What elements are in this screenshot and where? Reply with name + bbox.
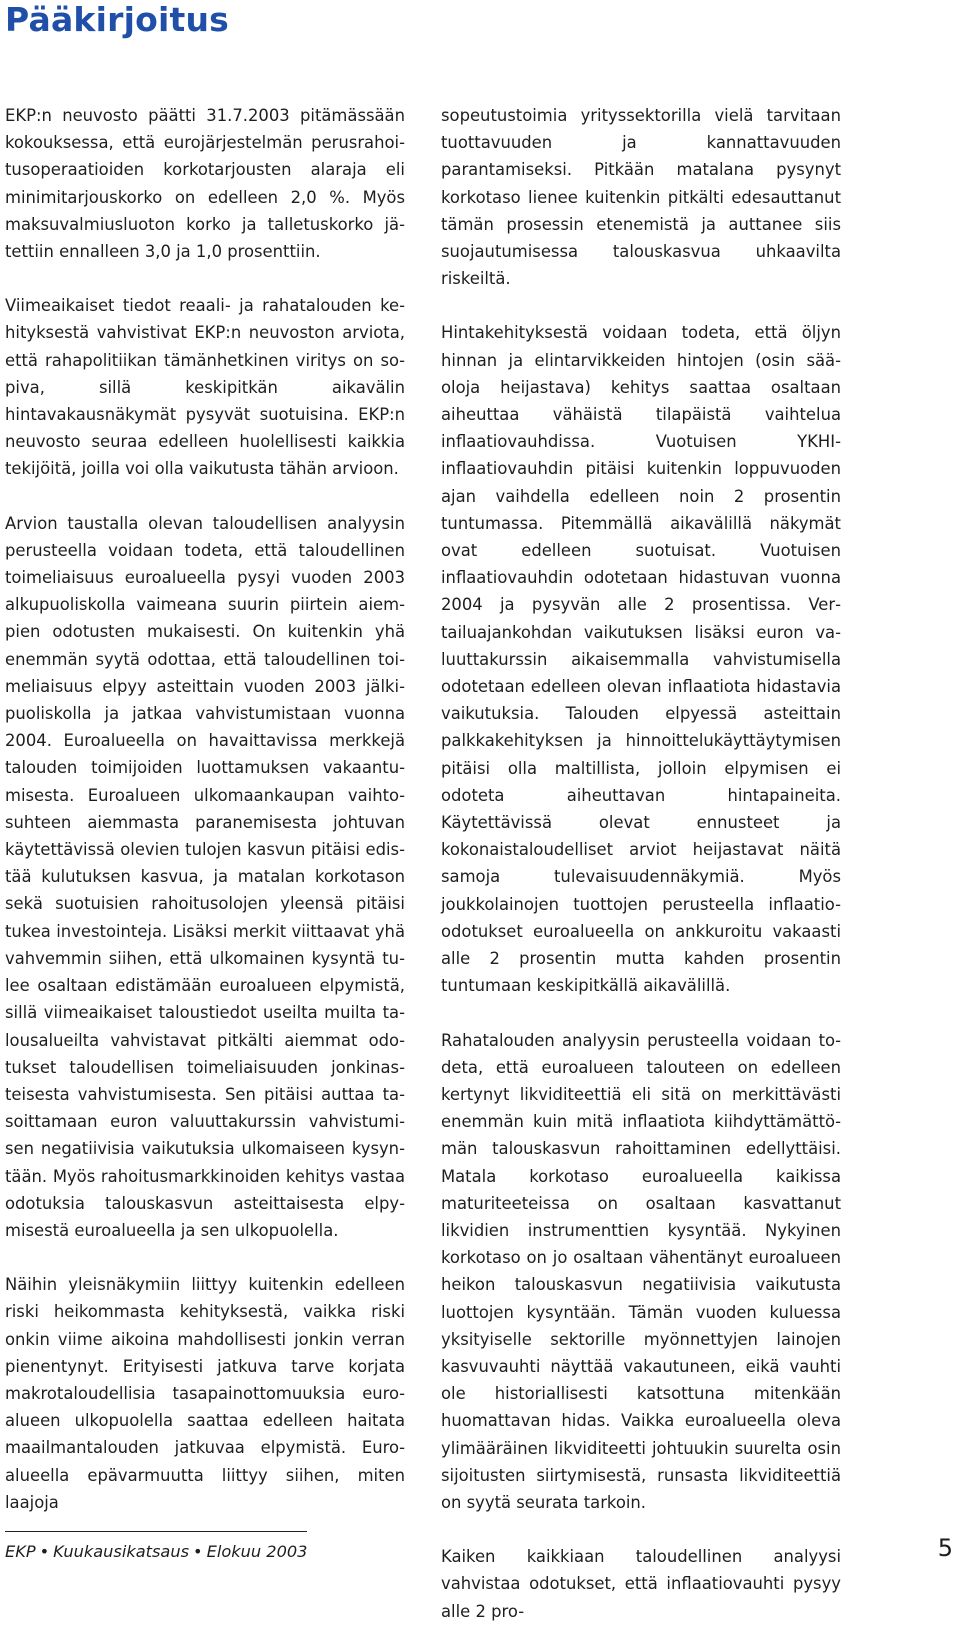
footer-publisher: EKP [5, 1542, 36, 1561]
footer-caption [5, 1541, 307, 1563]
page-number: 5 [937, 1534, 953, 1562]
footer-divider [5, 1531, 307, 1532]
paragraph: Näihin yleisnäkymiin liittyy kuitenkin edelleen riski heikommasta kehityksestä, vaikka riski onkin viime aikoina mahdollisesti jonkin verran pienentynyt. Erityisesti jatkuva tarve korjata makrotaloudellisia tasapainottomuuksia euroalueen ulkopuolella saattaa edelleen haitata maailmantalouden jatkuvaa elpymistä. Euroalueella epävarmuutta liittyy siihen, miten laajoja [5, 1275, 405, 1512]
paragraph: Rahatalouden analyysin perusteella voidaan todeta, että euroalueen talouteen on edelleen kertynyt likviditeettiä eli sitä on merkittävästi enemmän kuin mitä inflaatiota kiihdyttämättömän talouskasvun rahoittaminen edellyttäisi. Matala korkotaso euroalueella kaikissa maturiteeteissa on osaltaan kasvattanut likvidien instrumenttien kysyntää. Nykyinen korkotaso on jo osaltaan vähentänyt euroalueen heikon talouskasvun negatiivisia vaikutusta luottojen kysyntään. Tämän vuoden kuluessa yksityiselle sektorille myönnettyjen lainojen kasvuvauhti näyttää vakautuneen, eikä vauhti ole historiallisesti katsottuna mitenkään huomattavan hidas. Vaikka euroalueella oleva ylimääräinen likviditeetti johtuukin suurelta osin sijoitusten siirtymisestä, runsasta likviditeettiä on syytä seurata tarkoin. [441, 1030, 841, 1512]
footer-issue: Elokuu 2003 [206, 1542, 308, 1561]
footer-bullet: • [193, 1542, 203, 1561]
footer-bullet: • [39, 1542, 50, 1561]
paragraph: Hintakehityksestä voidaan todeta, että öljyn hinnan ja elintarvikkeiden hintojen (osin sääoloja heijastava) kehitys saattaa osaltaan aiheuttaa vähäistä tilapäistä vaihtelua inflaatiovauhdissa. Vuotuisen YKHI-inflaatiovauhdin pitäisi kuitenkin loppuvuoden ajan vaihdella edelleen noin 2 prosentin tuntumassa. Pitemmällä aikavälillä näkymät ovat edelleen suotuisat. Vuotuisen inflaatiovauhdin odotetaan hidastuvan vuonna 2004 ja pysyvän alle 2 prosentissa. Vertailuajankohdan vaikutuksen lisäksi euron valuuttakurssin aikaisemmalla vahvistumisella odotetaan edelleen olevan inflaatiota hidastavia vaikutuksia. Talouden elpyessä asteittain palkkakehityksen ja hinnoittelukäyttäytymisen pitäisi olla maltillista, jolloin elpymisen ei odoteta aiheuttavan hintapaineita. Käytettävissä olevat ennusteet ja kokonaistaloudelliset arviot heijastavat näitä samoja tulevaisuudennäkymiä. Myös joukkolainojen tuottojen perusteella inflaatio-odotukset euroalueella on ankkuroitu vakaasti alle 2 prosentin mutta kahden prosentin tuntumaan keskipitkällä aikavälillä. [441, 323, 841, 996]
left-column [5, 102, 405, 1543]
paragraph: Arvion taustalla olevan taloudellisen analyysin perusteella voidaan todeta, että taloudellinen toimeliaisuus euroalueella pysyi vuoden 2003 alkupuoliskolla vaimeana suurin piirtein aiempien odotusten mukaisesti. On kuitenkin yhä enemmän syytä odottaa, että taloudellinen toimeliaisuus elpyy asteittain vuoden 2003 jälkipuoliskolla ja jatkaa vahvistumistaan vuonna 2004. Euroalueella on havaittavissa merkkejä talouden toimijoiden luottamuksen vakaantumisesta. Euroalueen ulkomaankaupan vaihtosuhteen aiemmasta paranemisesta johtuvan käytettävissä olevien tulojen kasvun pitäisi edistää kulutuksen kasvua, ja matalan korkotason sekä suotuisien rahoitusolojen yleensä pitäisi tukea investointeja. Lisäksi merkit viittaavat yhä vahvemmin siihen, että ulkomainen kysyntä tulee osaltaan edistämään euroalueen elpymistä, sillä viimeaikaiset taloustiedot useilta muilta talousalueilta vahvistavat pitkälti aiemmat odotukset taloudellisen toimeliaisuuden jonkinasteisesta vahvistumisesta. Sen pitäisi auttaa tasoittamaan euron valuuttakurssin vahvistumisen negatiivisia vaikutuksia ulkomaiseen kysyntään. Myös rahoitusmarkkinoiden kehitys vastaa odotuksia talouskasvun asteittaisesta elpymisestä euroalueella ja sen ulkopuolella. [5, 513, 405, 1240]
page-title: Pääkirjoitus [5, 0, 229, 39]
footer-publication: Kuukausikatsaus [53, 1542, 190, 1561]
paragraph: sopeutustoimia yrityssektorilla vielä tarvitaan tuottavuuden ja kannattavuuden parantamiseksi. Pitkään matalana pysynyt korkotaso lienee kuitenkin pitkälti edesauttanut tämän prosessin etenemistä ja auttanee siis suojautumisessa talouskasvua uhkaavilta riskeiltä. [441, 106, 841, 289]
paragraph: EKP:n neuvosto päätti 31.7.2003 pitämässään kokouksessa, että eurojärjestelmän perusrahoitusoperaatioiden korkotarjousten alaraja eli minimitarjouskorko on edelleen 2,0 %. Myös maksuvalmiusluoton korko ja talletuskorko jätettiin ennalleen 3,0 ja 1,0 prosenttiin. [5, 106, 405, 262]
right-column [441, 102, 841, 1652]
paragraph: Viimeaikaiset tiedot reaali- ja rahatalouden kehityksestä vahvistivat EKP:n neuvoston arviota, että rahapolitiikan tämänhetkinen viritys on sopiva, sillä keskipitkän aikavälin hintavakausnäkymät pysyvät suotuisina. EKP:n neuvosto seuraa edelleen huolellisesti kaikkia tekijöitä, joilla voi olla vaikutusta tähän arvioon. [5, 296, 405, 479]
paragraph: Kaiken kaikkiaan taloudellinen analyysi vahvistaa odotukset, että inflaatiovauhti pysyy alle 2 pro- [441, 1547, 841, 1621]
